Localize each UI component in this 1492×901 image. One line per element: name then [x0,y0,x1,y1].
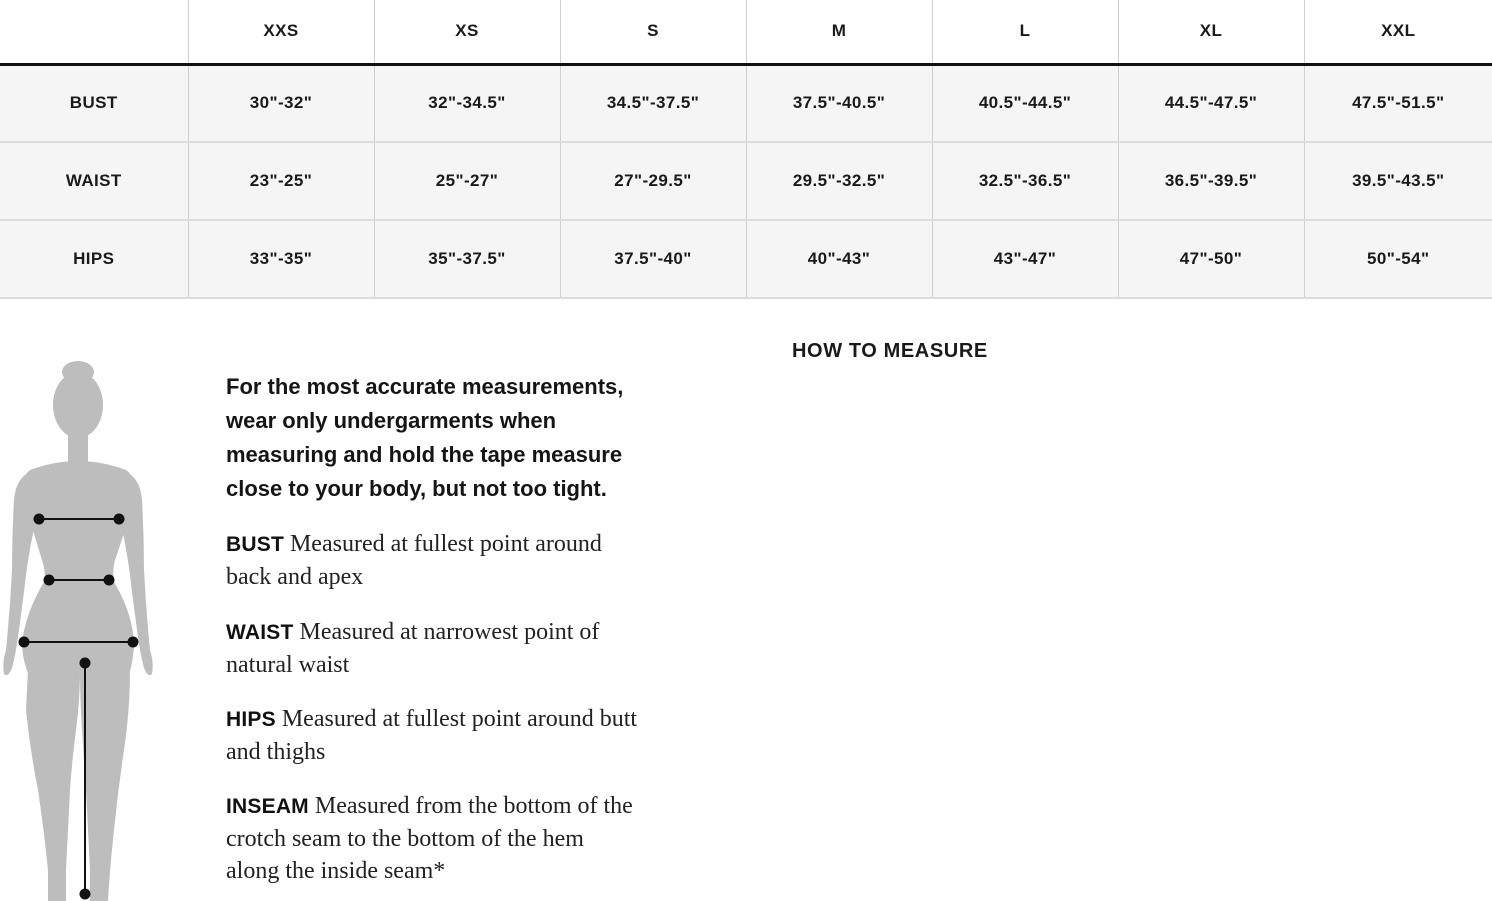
table-cell: 40"-43" [746,220,932,298]
definition-term-waist: WAIST [226,621,294,644]
size-header-row [0,0,1492,64]
table-cell: 23"-25" [188,142,374,220]
table-cell: 50"-54" [1304,220,1492,298]
definition-waist [226,616,726,681]
table-row-hips [0,220,1492,298]
table-cell: 39.5"-43.5" [1304,142,1492,220]
definition-bust [226,528,726,593]
intro-line: wear only undergarments when [226,408,557,433]
size-chart-table [0,0,1492,301]
table-cell: 36.5"-39.5" [1118,142,1304,220]
definition-term-bust: BUST [226,533,284,556]
definition-text: and thighs [226,739,326,765]
size-header-xxs: XXS [188,0,374,64]
table-cell: 35"-37.5" [374,220,560,298]
table-cell: 29.5"-32.5" [746,142,932,220]
definition-term-inseam: INSEAM [226,795,309,818]
intro-line: For the most accurate measurements, [226,374,624,399]
definition-line [226,790,726,823]
table-cell: 32"-34.5" [374,64,560,142]
table-cell: 27"-29.5" [560,142,746,220]
table-cell: 43"-47" [932,220,1118,298]
row-label-bust: BUST [0,64,188,142]
table-corner-cell [0,0,188,64]
intro-line: close to your body, but not too tight. [226,476,607,501]
definition-text: Measured at narrowest point of [299,619,600,645]
body-silhouette-icon [0,360,160,901]
table-row-waist [0,142,1492,220]
definition-text: Measured from the bottom of the [314,793,633,819]
definition-line [226,703,726,736]
table-cell: 30"-32" [188,64,374,142]
table-cell: 32.5"-36.5" [932,142,1118,220]
definition-text: back and apex [226,564,364,590]
definition-text: along the inside seam* [226,858,446,884]
table-cell: 47.5"-51.5" [1304,64,1492,142]
definition-line [226,616,726,649]
table-cell: 25"-27" [374,142,560,220]
table-cell: 37.5"-40.5" [746,64,932,142]
table-row-bust [0,64,1492,142]
table-cell: 37.5"-40" [560,220,746,298]
row-label-hips: HIPS [0,220,188,298]
definition-term-hips: HIPS [226,708,276,731]
definition-text: Measured at fullest point around [289,531,602,557]
table-cell: 34.5"-37.5" [560,64,746,142]
size-header-l: L [932,0,1118,64]
size-header-xxl: XXL [1304,0,1492,64]
definition-hips [226,703,726,768]
how-to-measure-heading: HOW TO MEASURE [792,340,988,362]
definition-text: natural waist [226,652,350,678]
row-label-waist: WAIST [0,142,188,220]
table-cell: 40.5"-44.5" [932,64,1118,142]
measuring-intro [226,370,706,506]
table-cell: 44.5"-47.5" [1118,64,1304,142]
definition-line [226,528,726,561]
definition-text: crotch seam to the bottom of the hem [226,826,584,852]
size-header-xl: XL [1118,0,1304,64]
table-cell: 47"-50" [1118,220,1304,298]
size-header-m: M [746,0,932,64]
size-header-xs: XS [374,0,560,64]
size-header-s: S [560,0,746,64]
table-cell: 33"-35" [188,220,374,298]
intro-line: measuring and hold the tape measure [226,442,623,467]
definition-inseam [226,790,726,887]
definition-text: Measured at fullest point around butt [281,706,638,732]
